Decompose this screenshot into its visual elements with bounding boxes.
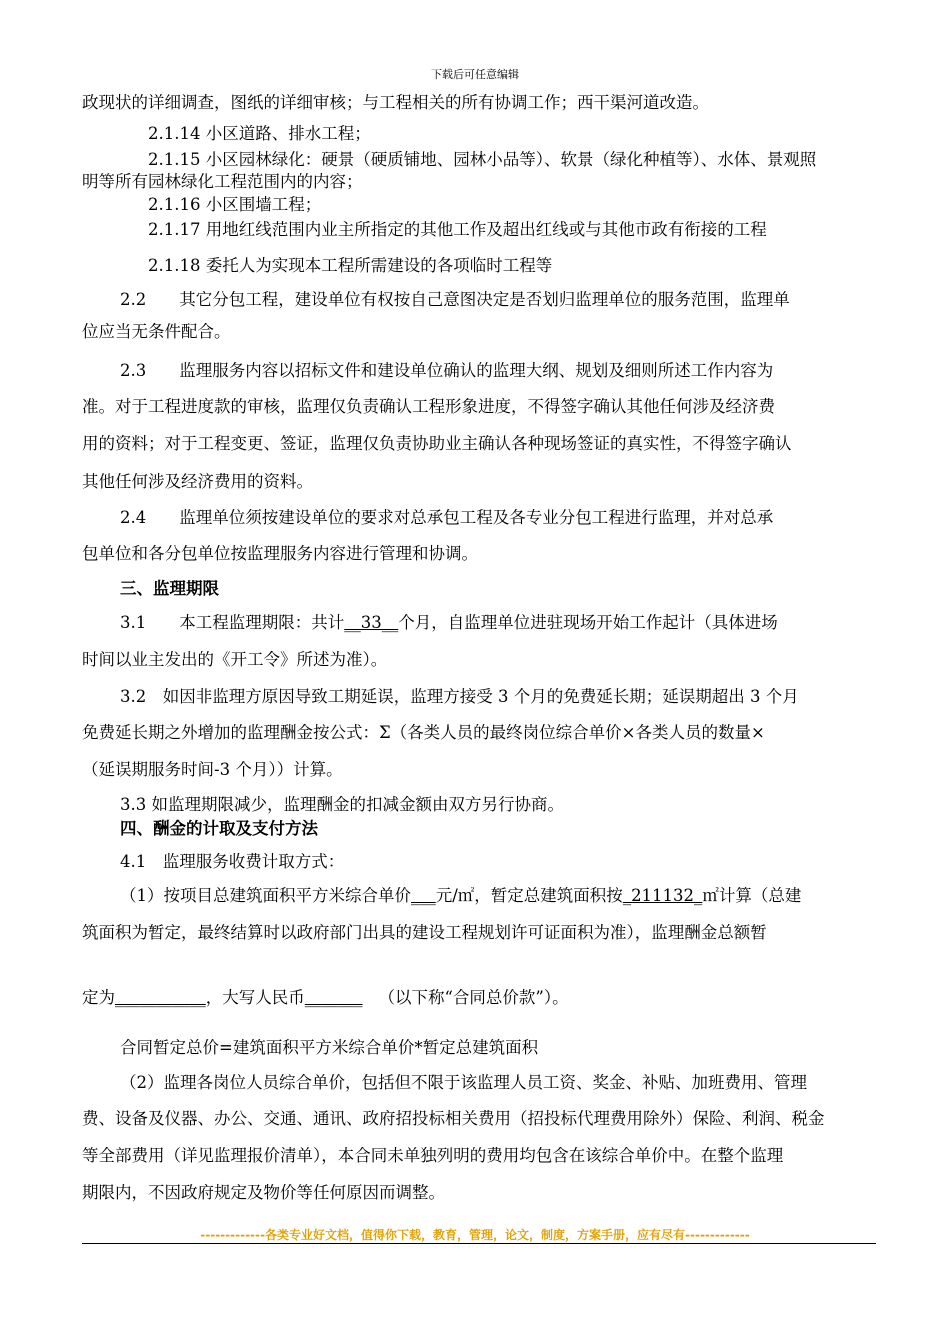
text-line: 筑面积为暂定，最终结算时以政府部门出具的建设工程规划许可证面积为准），监理酬金总额暂 — [82, 923, 767, 942]
filled-blank: __33__ — [344, 613, 399, 632]
header-note: 下载后可任意编辑 — [431, 68, 519, 81]
text-line: 4.1 监理服务收费计取方式： — [120, 852, 345, 871]
footer-divider — [82, 1243, 876, 1244]
text-line — [120, 615, 778, 632]
text-line: 2.1.14 小区道路、排水工程； — [148, 124, 371, 143]
text-line: 2.1.17 用地红线范围内业主所指定的其他工作及超出红线或与其他市政有衔接的工程 — [148, 220, 767, 239]
text-line: 合同暂定总价=建筑面积平方米综合单价*暂定总建筑面积 — [120, 1038, 539, 1057]
text-segment: ㎡计算（总建 — [702, 886, 802, 905]
text-line: 时间以业主发出的《开工令》所述为准）。 — [82, 650, 388, 669]
filled-blank: _211132_ — [622, 886, 703, 905]
section-heading: 三、监理期限 — [120, 579, 219, 598]
text-segment: 个月，自监理单位进驻现场开始工作起计（具体进场 — [398, 613, 778, 632]
text-line: 2.2 其它分包工程，建设单位有权按自己意图决定是否划归监理单位的服务范围，监理单 — [120, 290, 790, 309]
text-line: 2.3 监理服务内容以招标文件和建设单位确认的监理大纲、规划及细则所述工作内容为 — [120, 361, 774, 380]
text-line: （2）监理各岗位人员综合单价，包括但不限于该监理人员工资、奖金、补贴、加班费用、管理 — [120, 1073, 807, 1092]
blank-field: ___ — [411, 886, 436, 905]
text-line: 政现状的详细调查，图纸的详细审核；与工程相关的所有协调工作；西干渠河道改造。 — [82, 93, 709, 112]
footer-banner: -------------各类专业好文档，值得你下载，教育，管理，论文，制度，方案手册，应有尽有------------- — [200, 1228, 750, 1242]
text-segment: 定为 — [82, 988, 115, 1007]
text-segment: ，大写人民币 — [205, 988, 305, 1007]
text-line — [120, 888, 801, 905]
text-line: 位应当无条件配合。 — [82, 322, 231, 341]
text-line: 3.3 如监理期限减少，监理酬金的扣减金额由双方另行协商。 — [120, 795, 564, 814]
blank-field: _______ — [304, 988, 363, 1007]
text-line: 期限内，不因政府规定及物价等任何原因而调整。 — [82, 1183, 445, 1202]
text-line: 用的资料；对于工程变更、签证，监理仅负责协助业主确认各种现场签证的真实性，不得签字确认 — [82, 434, 792, 453]
text-line: 2.1.15 小区园林绿化：硬景（硬质铺地、园林小品等）、软景（绿化种植等）、水体、景观照 — [148, 150, 817, 169]
section-heading: 四、酬金的计取及支付方法 — [120, 819, 318, 838]
text-line: 2.4 监理单位须按建设单位的要求对总承包工程及各专业分包工程进行监理，并对总承 — [120, 508, 774, 527]
text-segment: 元/㎡，暂定总建筑面积按 — [435, 886, 623, 905]
blank-field: ___________ — [115, 988, 206, 1007]
text-line: 费、设备及仪器、办公、交通、通讯、政府招投标相关费用（招投标代理费用除外）保险、利润、税金 — [82, 1109, 825, 1128]
text-line: 免费延长期之外增加的监理酬金按公式：Σ（各类人员的最终岗位综合单价×各类人员的数量× — [82, 723, 765, 742]
text-line: 3.2 如因非监理方原因导致工期延误，监理方接受 3 个月的免费延长期；延误期超出 3 个月 — [120, 687, 799, 706]
text-segment: 3.1 本工程监理期限：共计 — [120, 613, 345, 632]
text-segment: （以下称“合同总价款”）。 — [378, 988, 569, 1007]
text-line: 等全部费用（详见监理报价清单），本合同未单独列明的费用均包含在该综合单价中。在整个监理 — [82, 1146, 784, 1165]
text-line: 其他任何涉及经济费用的资料。 — [82, 472, 313, 491]
text-segment: （1）按项目总建筑面积平方米综合单价 — [120, 886, 411, 905]
text-line — [82, 990, 569, 1007]
text-line: 2.1.18 委托人为实现本工程所需建设的各项临时工程等 — [148, 256, 553, 275]
text-line: 准。对于工程进度款的审核，监理仅负责确认工程形象进度，不得签字确认其他任何涉及经济费 — [82, 397, 775, 416]
text-line: 包单位和各分包单位按监理服务内容进行管理和协调。 — [82, 544, 478, 563]
text-line: （延误期服务时间-3 个月））计算。 — [82, 760, 343, 779]
text-line: 明等所有园林绿化工程范围内的内容； — [82, 172, 363, 191]
text-line: 2.1.16 小区围墙工程； — [148, 195, 322, 214]
